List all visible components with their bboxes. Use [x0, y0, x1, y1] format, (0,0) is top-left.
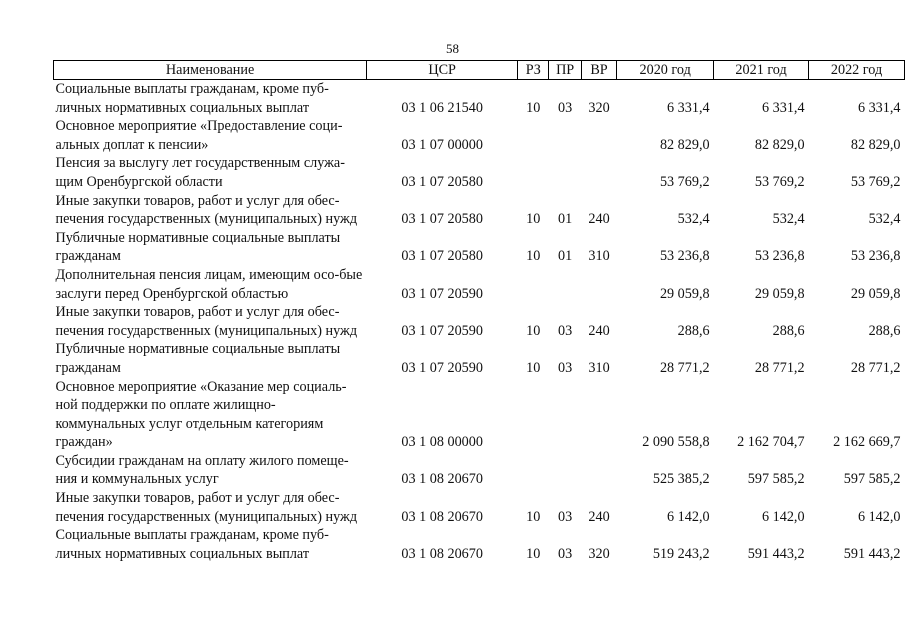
row-rz: 10: [526, 248, 541, 265]
row-csr: 03 1 07 20580: [401, 248, 483, 265]
row-2020: 532,4: [677, 211, 710, 228]
row-pr: [549, 154, 581, 191]
table-row: [54, 303, 905, 340]
row-csr: 03 1 07 20590: [401, 359, 483, 376]
row-name: Иные закупки товаров, работ и услуг для обес-печения государственных (муниципальных) нужд: [55, 490, 358, 525]
row-pr: 03: [558, 99, 573, 116]
row-vr: [581, 266, 616, 303]
header-vr: ВР: [581, 61, 616, 80]
row-name: Социальные выплаты гражданам, кроме пуб-личных нормативных социальных выплат: [55, 81, 329, 116]
row-csr: 03 1 08 20670: [401, 471, 483, 488]
row-name: Субсидии гражданам на оплату жилого помеще-ния и коммунальных услуг: [55, 452, 349, 488]
row-rz: 10: [526, 211, 541, 228]
row-2020: 6 331,4: [667, 99, 710, 116]
row-pr: 01: [558, 248, 573, 265]
row-2021: 53 769,2: [754, 173, 805, 190]
row-name: Социальные выплаты гражданам, кроме пуб-личных нормативных социальных выплат: [55, 527, 329, 562]
row-2020: 82 829,0: [659, 136, 710, 153]
row-name: Основное мероприятие «Оказание мер социаль-ной поддержки по оплате жилищно-коммунальных услуг отдельным категориям граждан»: [55, 378, 347, 451]
row-name: Пенсия за выслугу лет государственным служа-щим Оренбургской области: [55, 155, 345, 190]
row-pr: 03: [558, 508, 573, 525]
row-2022: 28 771,2: [850, 359, 901, 376]
row-2021: 82 829,0: [754, 136, 805, 153]
budget-table: [53, 60, 905, 563]
row-rz: 10: [526, 99, 541, 116]
row-2020: 6 142,0: [667, 508, 710, 525]
row-pr: 01: [558, 211, 573, 228]
row-2020: 2 090 558,8: [642, 434, 710, 451]
table-row: [54, 340, 905, 377]
row-rz: [518, 452, 549, 489]
row-2020: 525 385,2: [652, 471, 710, 488]
row-2022: 597 585,2: [843, 471, 901, 488]
row-2022: 82 829,0: [850, 136, 901, 153]
row-vr: 320: [588, 99, 610, 116]
table-row: [54, 489, 905, 526]
row-pr: [549, 266, 581, 303]
row-csr: 03 1 08 20670: [401, 508, 483, 525]
page-number: 58: [446, 41, 459, 56]
header-csr: ЦСР: [367, 61, 518, 80]
row-pr: [549, 378, 581, 452]
row-2020: 288,6: [677, 322, 710, 339]
row-csr: 03 1 08 00000: [401, 434, 483, 451]
row-2022: 591 443,2: [843, 545, 901, 562]
row-2022: 2 162 669,7: [833, 434, 901, 451]
row-2020: 53 769,2: [659, 173, 710, 190]
row-vr: [581, 154, 616, 191]
row-rz: 10: [526, 322, 541, 339]
row-2021: 53 236,8: [754, 248, 805, 265]
row-2022: 29 059,8: [850, 285, 901, 302]
row-pr: [549, 452, 581, 489]
row-pr: 03: [558, 359, 573, 376]
table-row: [54, 117, 905, 154]
row-rz: [518, 154, 549, 191]
row-vr: 240: [588, 508, 610, 525]
row-csr: 03 1 07 20590: [401, 285, 483, 302]
row-name: Основное мероприятие «Предоставление соци-альных доплат к пенсии»: [55, 118, 343, 153]
table-row: [54, 192, 905, 229]
table-row: [54, 266, 905, 303]
row-csr: 03 1 07 20590: [401, 322, 483, 339]
row-vr: 310: [588, 359, 610, 376]
row-csr: 03 1 07 20580: [401, 173, 483, 190]
row-2021: 288,6: [772, 322, 805, 339]
row-csr: 03 1 07 20580: [401, 211, 483, 228]
row-2021: 597 585,2: [747, 471, 805, 488]
row-2022: 53 769,2: [850, 173, 901, 190]
row-2021: 6 331,4: [761, 99, 805, 116]
row-name: Дополнительная пенсия лицам, имеющим осо-бые заслуги перед Оренбургской областью: [55, 266, 363, 302]
row-2022: 6 142,0: [857, 508, 901, 525]
row-vr: 320: [588, 545, 610, 562]
table-row: [54, 80, 905, 118]
row-rz: 10: [526, 508, 541, 525]
row-name: Иные закупки товаров, работ и услуг для обес-печения государственных (муниципальных) нужд: [55, 304, 358, 339]
row-2021: 29 059,8: [754, 285, 805, 302]
table-row: [54, 378, 905, 452]
row-2020: 28 771,2: [659, 359, 710, 376]
table-header-row: [54, 61, 905, 80]
row-vr: [581, 452, 616, 489]
row-2021: 28 771,2: [754, 359, 805, 376]
row-vr: 240: [588, 211, 610, 228]
row-2022: 288,6: [868, 322, 901, 339]
row-vr: 240: [588, 322, 610, 339]
row-2021: 591 443,2: [747, 545, 805, 562]
header-2020: 2020 год: [617, 61, 714, 80]
row-2022: 53 236,8: [850, 248, 901, 265]
row-pr: [549, 117, 581, 154]
row-2021: 2 162 704,7: [737, 434, 805, 451]
row-rz: [518, 266, 549, 303]
header-pr: ПР: [549, 61, 581, 80]
row-2022: 6 331,4: [857, 99, 901, 116]
row-2022: 532,4: [868, 211, 901, 228]
row-pr: 03: [558, 322, 573, 339]
header-name: Наименование: [54, 61, 367, 80]
row-pr: 03: [558, 545, 573, 562]
row-name: Иные закупки товаров, работ и услуг для обес-печения государственных (муниципальных) нужд: [55, 192, 358, 228]
row-name: Публичные нормативные социальные выплаты гражданам: [55, 341, 341, 376]
header-2021: 2021 год: [714, 61, 809, 80]
row-rz: [518, 378, 549, 452]
row-csr: 03 1 07 00000: [401, 136, 483, 153]
table-row: [54, 526, 905, 563]
row-rz: 10: [526, 359, 541, 376]
row-vr: 310: [588, 248, 610, 265]
row-2020: 53 236,8: [659, 248, 710, 265]
table-row: [54, 452, 905, 489]
row-rz: 10: [526, 545, 541, 562]
row-2021: 532,4: [772, 211, 805, 228]
row-rz: [518, 117, 549, 154]
row-2020: 29 059,8: [659, 285, 710, 302]
row-csr: 03 1 08 20670: [401, 545, 483, 562]
row-vr: [581, 117, 616, 154]
table-row: [54, 154, 905, 191]
table-row: [54, 229, 905, 266]
row-2021: 6 142,0: [761, 508, 805, 525]
header-2022: 2022 год: [809, 61, 905, 80]
row-name: Публичные нормативные социальные выплаты гражданам: [55, 229, 341, 265]
row-vr: [581, 378, 616, 452]
row-2020: 519 243,2: [652, 545, 710, 562]
header-rz: РЗ: [518, 61, 549, 80]
row-csr: 03 1 06 21540: [401, 99, 483, 116]
